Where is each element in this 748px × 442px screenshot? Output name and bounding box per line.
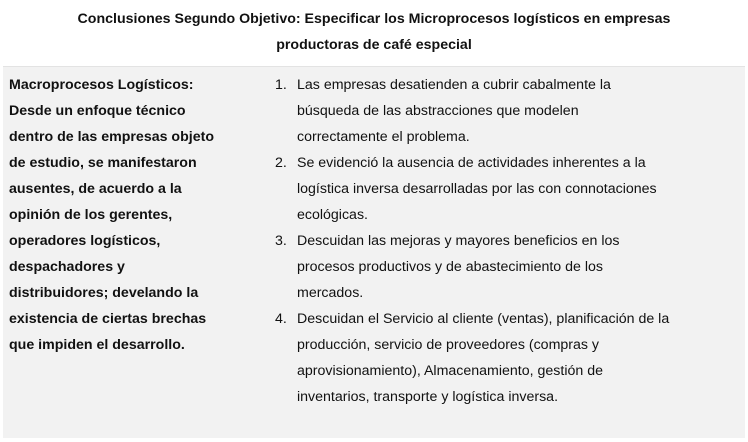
conclusion-text-line: Se evidenció la ausencia de actividades inherentes a la — [297, 155, 646, 171]
summary-line: existencia de ciertas brechas — [9, 311, 207, 327]
conclusion-text-line: producción, servicio de proveedores (compras y — [297, 337, 600, 353]
conclusion-item-2 — [275, 150, 741, 228]
conclusion-text-line: Descuidan las mejoras y mayores beneficios en los — [297, 233, 620, 249]
macroprocess-summary — [9, 72, 271, 358]
summary-line: operadores logísticos, — [9, 233, 161, 249]
title-line-2: productoras de café especial — [276, 37, 472, 53]
summary-line: que impiden el desarrollo. — [9, 337, 185, 353]
title-line-1: Conclusiones Segundo Objetivo: Especificar los Microprocesos logísticos en empresas — [77, 11, 671, 27]
conclusion-text-line: ecológicas. — [297, 207, 368, 223]
conclusion-text-line: inventarios, transporte y logística inversa. — [297, 389, 559, 405]
conclusion-text-line: Descuidan el Servicio al cliente (ventas), planificación de la — [297, 311, 670, 327]
conclusion-text-line: aprovisionamiento), Almacenamiento, gestión de — [297, 363, 603, 379]
conclusion-item-3 — [275, 228, 741, 306]
conclusion-text-line: Las empresas desatienden a cubrir cabalmente la — [297, 77, 611, 93]
summary-line: ausentes, de acuerdo a la — [9, 181, 182, 197]
conclusion-text-line: mercados. — [297, 285, 364, 301]
conclusions-list — [275, 72, 741, 410]
list-number: 1. — [275, 77, 287, 93]
summary-line: Desde un enfoque técnico — [9, 103, 186, 119]
conclusion-text-line: correctamente el problema. — [297, 129, 470, 145]
summary-line: distribuidores; develando la — [9, 285, 199, 301]
conclusions-table — [3, 66, 745, 438]
summary-line: dentro de las empresas objeto — [9, 129, 214, 145]
summary-line: despachadores y — [9, 259, 125, 275]
list-number: 2. — [275, 155, 287, 171]
conclusion-item-1 — [275, 72, 741, 150]
summary-line: de estudio, se manifestaron — [9, 155, 197, 171]
conclusion-text-line: logística inversa desarrolladas por las con connotaciones — [297, 181, 657, 197]
conclusion-text-line: búsqueda de las abstracciones que modelen — [297, 103, 579, 119]
list-number: 3. — [275, 233, 287, 249]
conclusion-text-line: procesos productivos y de abastecimiento de los — [297, 259, 603, 275]
summary-line: Macroprocesos Logísticos: — [9, 77, 194, 93]
summary-line: opinión de los gerentes, — [9, 207, 173, 223]
list-number: 4. — [275, 311, 287, 327]
conclusion-item-4 — [275, 306, 741, 410]
document-title — [0, 6, 748, 58]
